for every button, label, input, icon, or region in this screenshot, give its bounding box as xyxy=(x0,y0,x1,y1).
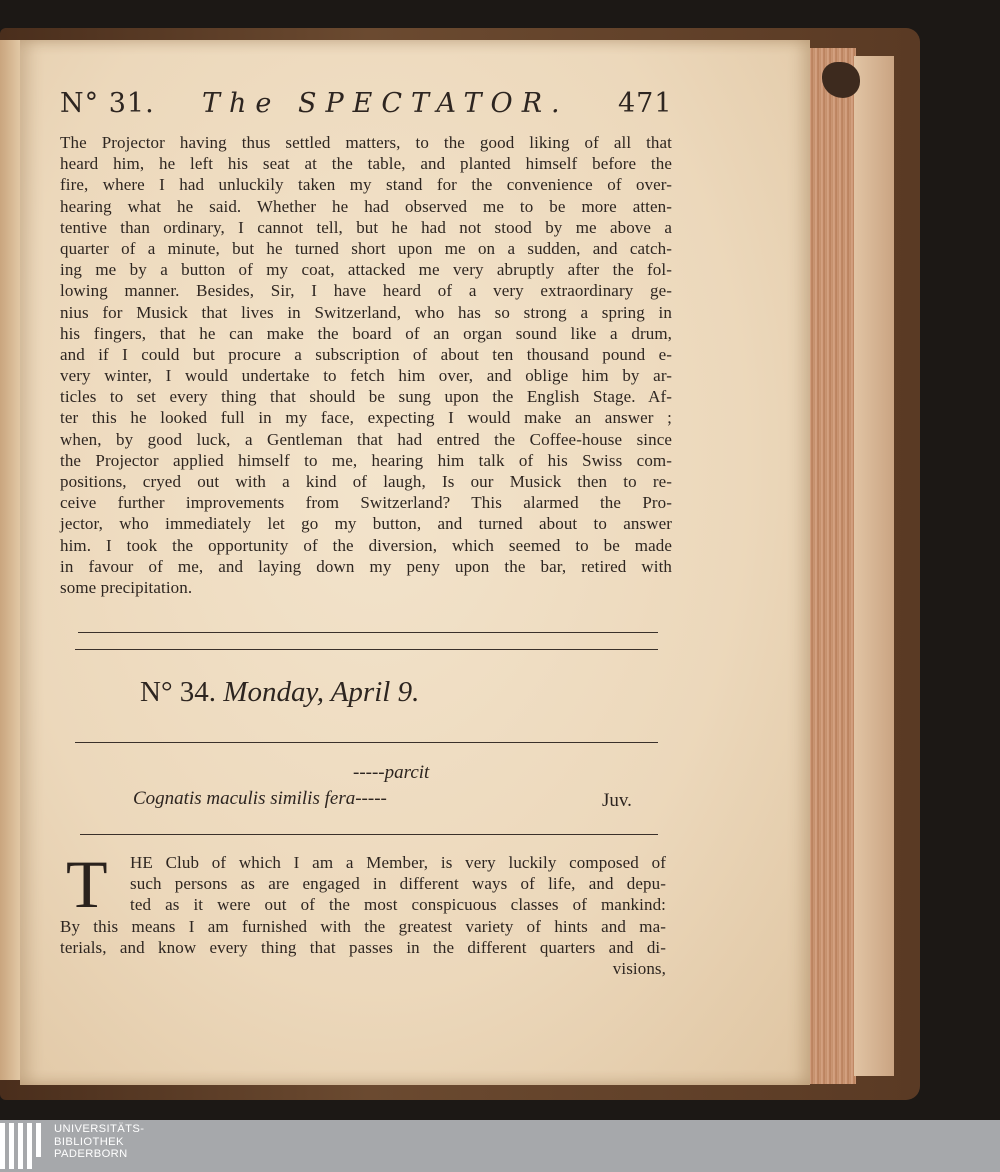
text-line: jector, who immediately let go my button, and turned about to answer xyxy=(60,514,672,534)
text-line: lowing manner. Besides, Sir, I have heard of a very extraordinary ge- xyxy=(60,281,672,301)
text-line: ticles to set every thing that should be sung upon the English Stage. Af- xyxy=(60,387,672,407)
text-line: and if I could but procure a subscription of about ten thousand pound e- xyxy=(60,344,672,364)
text-line: ing me by a button of my coat, attacked me very abruptly after the fol- xyxy=(60,260,672,280)
divider-rule xyxy=(78,632,658,633)
text-line: The Projector having thus settled matters, to the good liking of all that xyxy=(60,133,672,152)
text-line: hearing what he said. Whether he had observed me to be more atten- xyxy=(60,196,672,216)
text-line: fire, where I had unluckily taken my stand for the convenience of over- xyxy=(60,175,672,195)
text-line: some precipitation. xyxy=(60,577,193,597)
divider-rule xyxy=(75,649,658,650)
text-line: heard him, he left his seat at the table, and planted himself before the xyxy=(60,154,672,174)
text-line: visions, xyxy=(612,958,666,978)
library-name-line: PADERBORN xyxy=(54,1148,128,1161)
text-line: terials, and know every thing that passes in the different quarters and di- xyxy=(60,937,666,957)
divider-rule xyxy=(80,834,658,835)
drop-cap: T xyxy=(66,846,108,922)
text-line: tentive than ordinary, I cannot tell, but he had not stood by me above a xyxy=(60,217,672,237)
motto-line-2: Cognatis maculis similis fera----- xyxy=(133,788,387,809)
issue-number: N° 34. xyxy=(140,676,217,708)
page-number: 471 xyxy=(618,88,673,119)
text-line: ted as it were out of the most conspicuous classes of mankind: xyxy=(130,895,666,915)
text-line: positions, cryed out with a kind of laugh, Is our Musick then to re- xyxy=(60,472,672,491)
header-issue-number: N° 31. xyxy=(60,88,155,119)
text-line: in favour of me, and laying down my peny upon the bar, retired with xyxy=(60,556,672,576)
library-name-line: BIBLIOTHEK xyxy=(54,1135,124,1148)
text-line: when, by good luck, a Gentleman that had entred the Coffee-house since xyxy=(60,429,672,449)
issue-date: Monday, April 9. xyxy=(223,676,420,708)
back-cover-edge xyxy=(854,56,894,1076)
paragraph-2 xyxy=(60,846,666,979)
issue-heading xyxy=(140,676,419,709)
paragraph-1 xyxy=(60,132,672,598)
library-logo-icon xyxy=(0,1123,48,1169)
text-line: nius for Musick that lives in Switzerland, who has so strong a spring in xyxy=(60,302,672,322)
library-name xyxy=(54,1123,144,1161)
text-line: ter this he looked full in my face, expecting I would make an answer ; xyxy=(60,408,672,428)
text-line: HE Club of which I am a Member, is very luckily composed of xyxy=(130,853,666,872)
motto-source: Juv. xyxy=(602,790,632,811)
library-name-line: UNIVERSITÄTS- xyxy=(54,1123,145,1135)
text-line: the Projector applied himself to me, hearing him talk of his Swiss com- xyxy=(60,450,672,470)
motto-line-1: -----parcit xyxy=(353,762,430,783)
text-line: quarter of a minute, but he turned short upon me on a sudden, and catch- xyxy=(60,238,672,258)
divider-rule xyxy=(75,742,658,743)
text-line: very winter, I would undertake to fetch him over, and oblige him by ar- xyxy=(60,366,672,386)
facing-page-edge xyxy=(0,40,22,1080)
text-line: his fingers, that he can make the board of an organ sound like a drum, xyxy=(60,323,672,343)
text-line: such persons as are engaged in different ways of life, and depu- xyxy=(130,874,666,894)
library-footer xyxy=(0,1120,1000,1172)
text-line: ceive further improvements from Switzerland? This alarmed the Pro- xyxy=(60,493,672,513)
text-line: By this means I am furnished with the greatest variety of hints and ma- xyxy=(60,916,666,936)
text-line: him. I took the opportunity of the diversion, which seemed to be made xyxy=(60,535,672,555)
stain-mark xyxy=(822,62,860,98)
running-title: The SPECTATOR. xyxy=(202,88,569,119)
